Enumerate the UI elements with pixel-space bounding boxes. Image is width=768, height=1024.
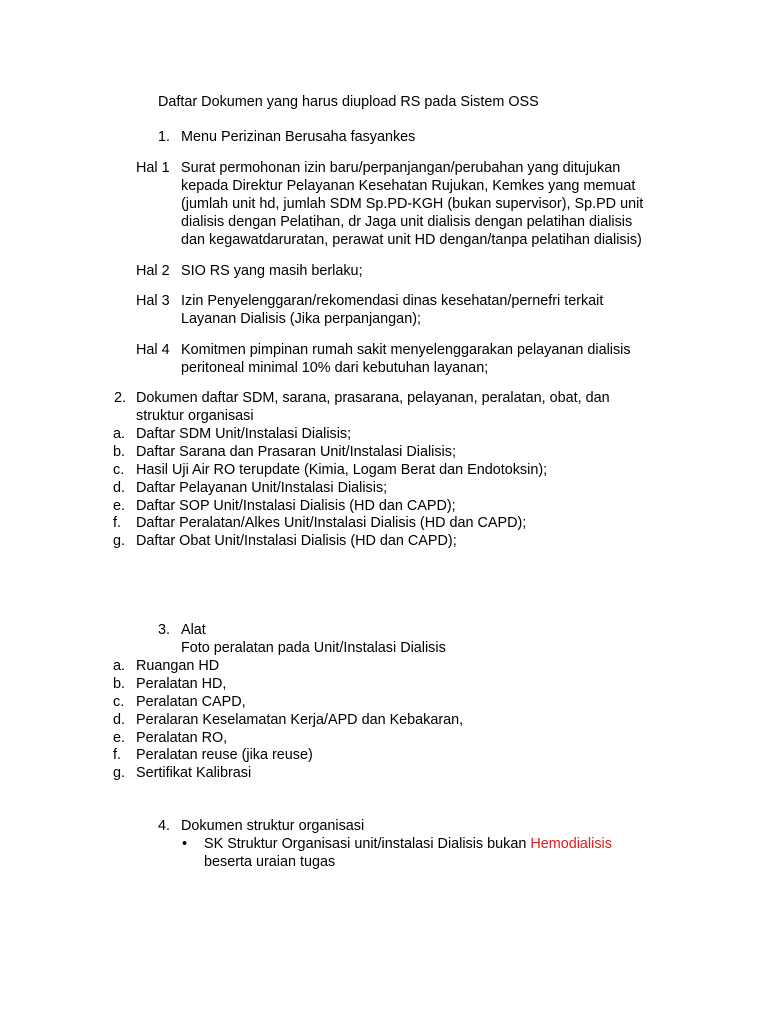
section-2-heading: struktur organisasi xyxy=(136,408,254,424)
section-1-number: 1. xyxy=(158,129,171,145)
list-item-letter: a. xyxy=(113,426,126,442)
list-item: Peralatan reuse (jika reuse) xyxy=(136,747,313,763)
hal-2-label: Hal 2 xyxy=(136,263,170,279)
hal-1-line: kepada Direktur Pelayanan Kesehatan Rujukan, Kemkes yang memuat xyxy=(181,178,636,194)
hal-3-line: Izin Penyelenggaran/rekomendasi dinas kesehatan/pernefri terkait xyxy=(181,293,604,309)
list-item: Peralaran Keselamatan Kerja/APD dan Kebakaran, xyxy=(136,712,464,728)
list-item: Daftar SOP Unit/Instalasi Dialisis (HD dan CAPD); xyxy=(136,498,456,514)
section-4-number: 4. xyxy=(158,818,171,834)
list-item: Daftar Peralatan/Alkes Unit/Instalasi Dialisis (HD dan CAPD); xyxy=(136,515,527,531)
bullet-item xyxy=(204,835,612,853)
list-item: Ruangan HD xyxy=(136,658,220,674)
list-item: Peralatan CAPD, xyxy=(136,694,246,710)
list-item: Daftar Obat Unit/Instalasi Dialisis (HD dan CAPD); xyxy=(136,533,457,549)
bullet-icon: • xyxy=(182,836,188,852)
section-3-subheading: Foto peralatan pada Unit/Instalasi Dialisis xyxy=(181,640,446,656)
hal-1-line: dan kegawatdaruratan, perawat unit HD dengan/tanpa pelatihan dialisis) xyxy=(181,232,642,248)
hal-2-line: SIO RS yang masih berlaku; xyxy=(181,263,363,279)
hal-3-line: Layanan Dialisis (Jika perpanjangan); xyxy=(181,311,421,327)
bullet-item-text: SK Struktur Organisasi unit/instalasi Dialisis bukan xyxy=(204,836,531,852)
section-1-heading: Menu Perizinan Berusaha fasyankes xyxy=(181,129,416,145)
section-2-heading: Dokumen daftar SDM, sarana, prasarana, pelayanan, peralatan, obat, dan xyxy=(136,390,610,406)
hal-1-label: Hal 1 xyxy=(136,160,170,176)
list-item-letter: a. xyxy=(113,658,126,674)
list-item-letter: f. xyxy=(113,747,121,763)
section-3-heading: Alat xyxy=(181,622,206,638)
list-item-letter: c. xyxy=(113,694,125,710)
highlighted-word: Hemodialisis xyxy=(530,836,612,852)
hal-3-label: Hal 3 xyxy=(136,293,170,309)
list-item-letter: g. xyxy=(113,765,126,781)
list-item: Hasil Uji Air RO terupdate (Kimia, Logam Berat dan Endotoksin); xyxy=(136,462,548,478)
list-item: Peralatan HD, xyxy=(136,676,227,692)
hal-4-label: Hal 4 xyxy=(136,342,170,358)
list-item: Daftar SDM Unit/Instalasi Dialisis; xyxy=(136,426,352,442)
section-3-number: 3. xyxy=(158,622,171,638)
list-item-letter: e. xyxy=(113,498,126,514)
list-item-letter: b. xyxy=(113,676,126,692)
document-title: Daftar Dokumen yang harus diupload RS pada Sistem OSS xyxy=(158,94,539,110)
list-item: Sertifikat Kalibrasi xyxy=(136,765,252,781)
hal-1-line: (jumlah unit hd, jumlah SDM Sp.PD-KGH (bukan supervisor), Sp.PD unit xyxy=(181,196,644,212)
section-2-number: 2. xyxy=(114,390,127,406)
hal-4-line: Komitmen pimpinan rumah sakit menyelenggarakan pelayanan dialisis xyxy=(181,342,631,358)
list-item: Daftar Sarana dan Prasaran Unit/Instalasi Dialisis; xyxy=(136,444,456,460)
list-item-letter: g. xyxy=(113,533,126,549)
list-item-letter: f. xyxy=(113,515,121,531)
hal-1-line: Surat permohonan izin baru/perpanjangan/perubahan yang ditujukan xyxy=(181,160,621,176)
list-item-letter: b. xyxy=(113,444,126,460)
list-item-letter: d. xyxy=(113,480,126,496)
list-item: Peralatan RO, xyxy=(136,730,228,746)
bullet-item-continuation: beserta uraian tugas xyxy=(204,854,336,870)
list-item: Daftar Pelayanan Unit/Instalasi Dialisis; xyxy=(136,480,388,496)
list-item-letter: e. xyxy=(113,730,126,746)
section-4-heading: Dokumen struktur organisasi xyxy=(181,818,365,834)
hal-1-line: dialisis dengan Pelatihan, dr Jaga unit dialisis dengan pelatihan dialisis xyxy=(181,214,633,230)
list-item-letter: c. xyxy=(113,462,125,478)
list-item-letter: d. xyxy=(113,712,126,728)
hal-4-line: peritoneal minimal 10% dari kebutuhan layanan; xyxy=(181,360,489,376)
